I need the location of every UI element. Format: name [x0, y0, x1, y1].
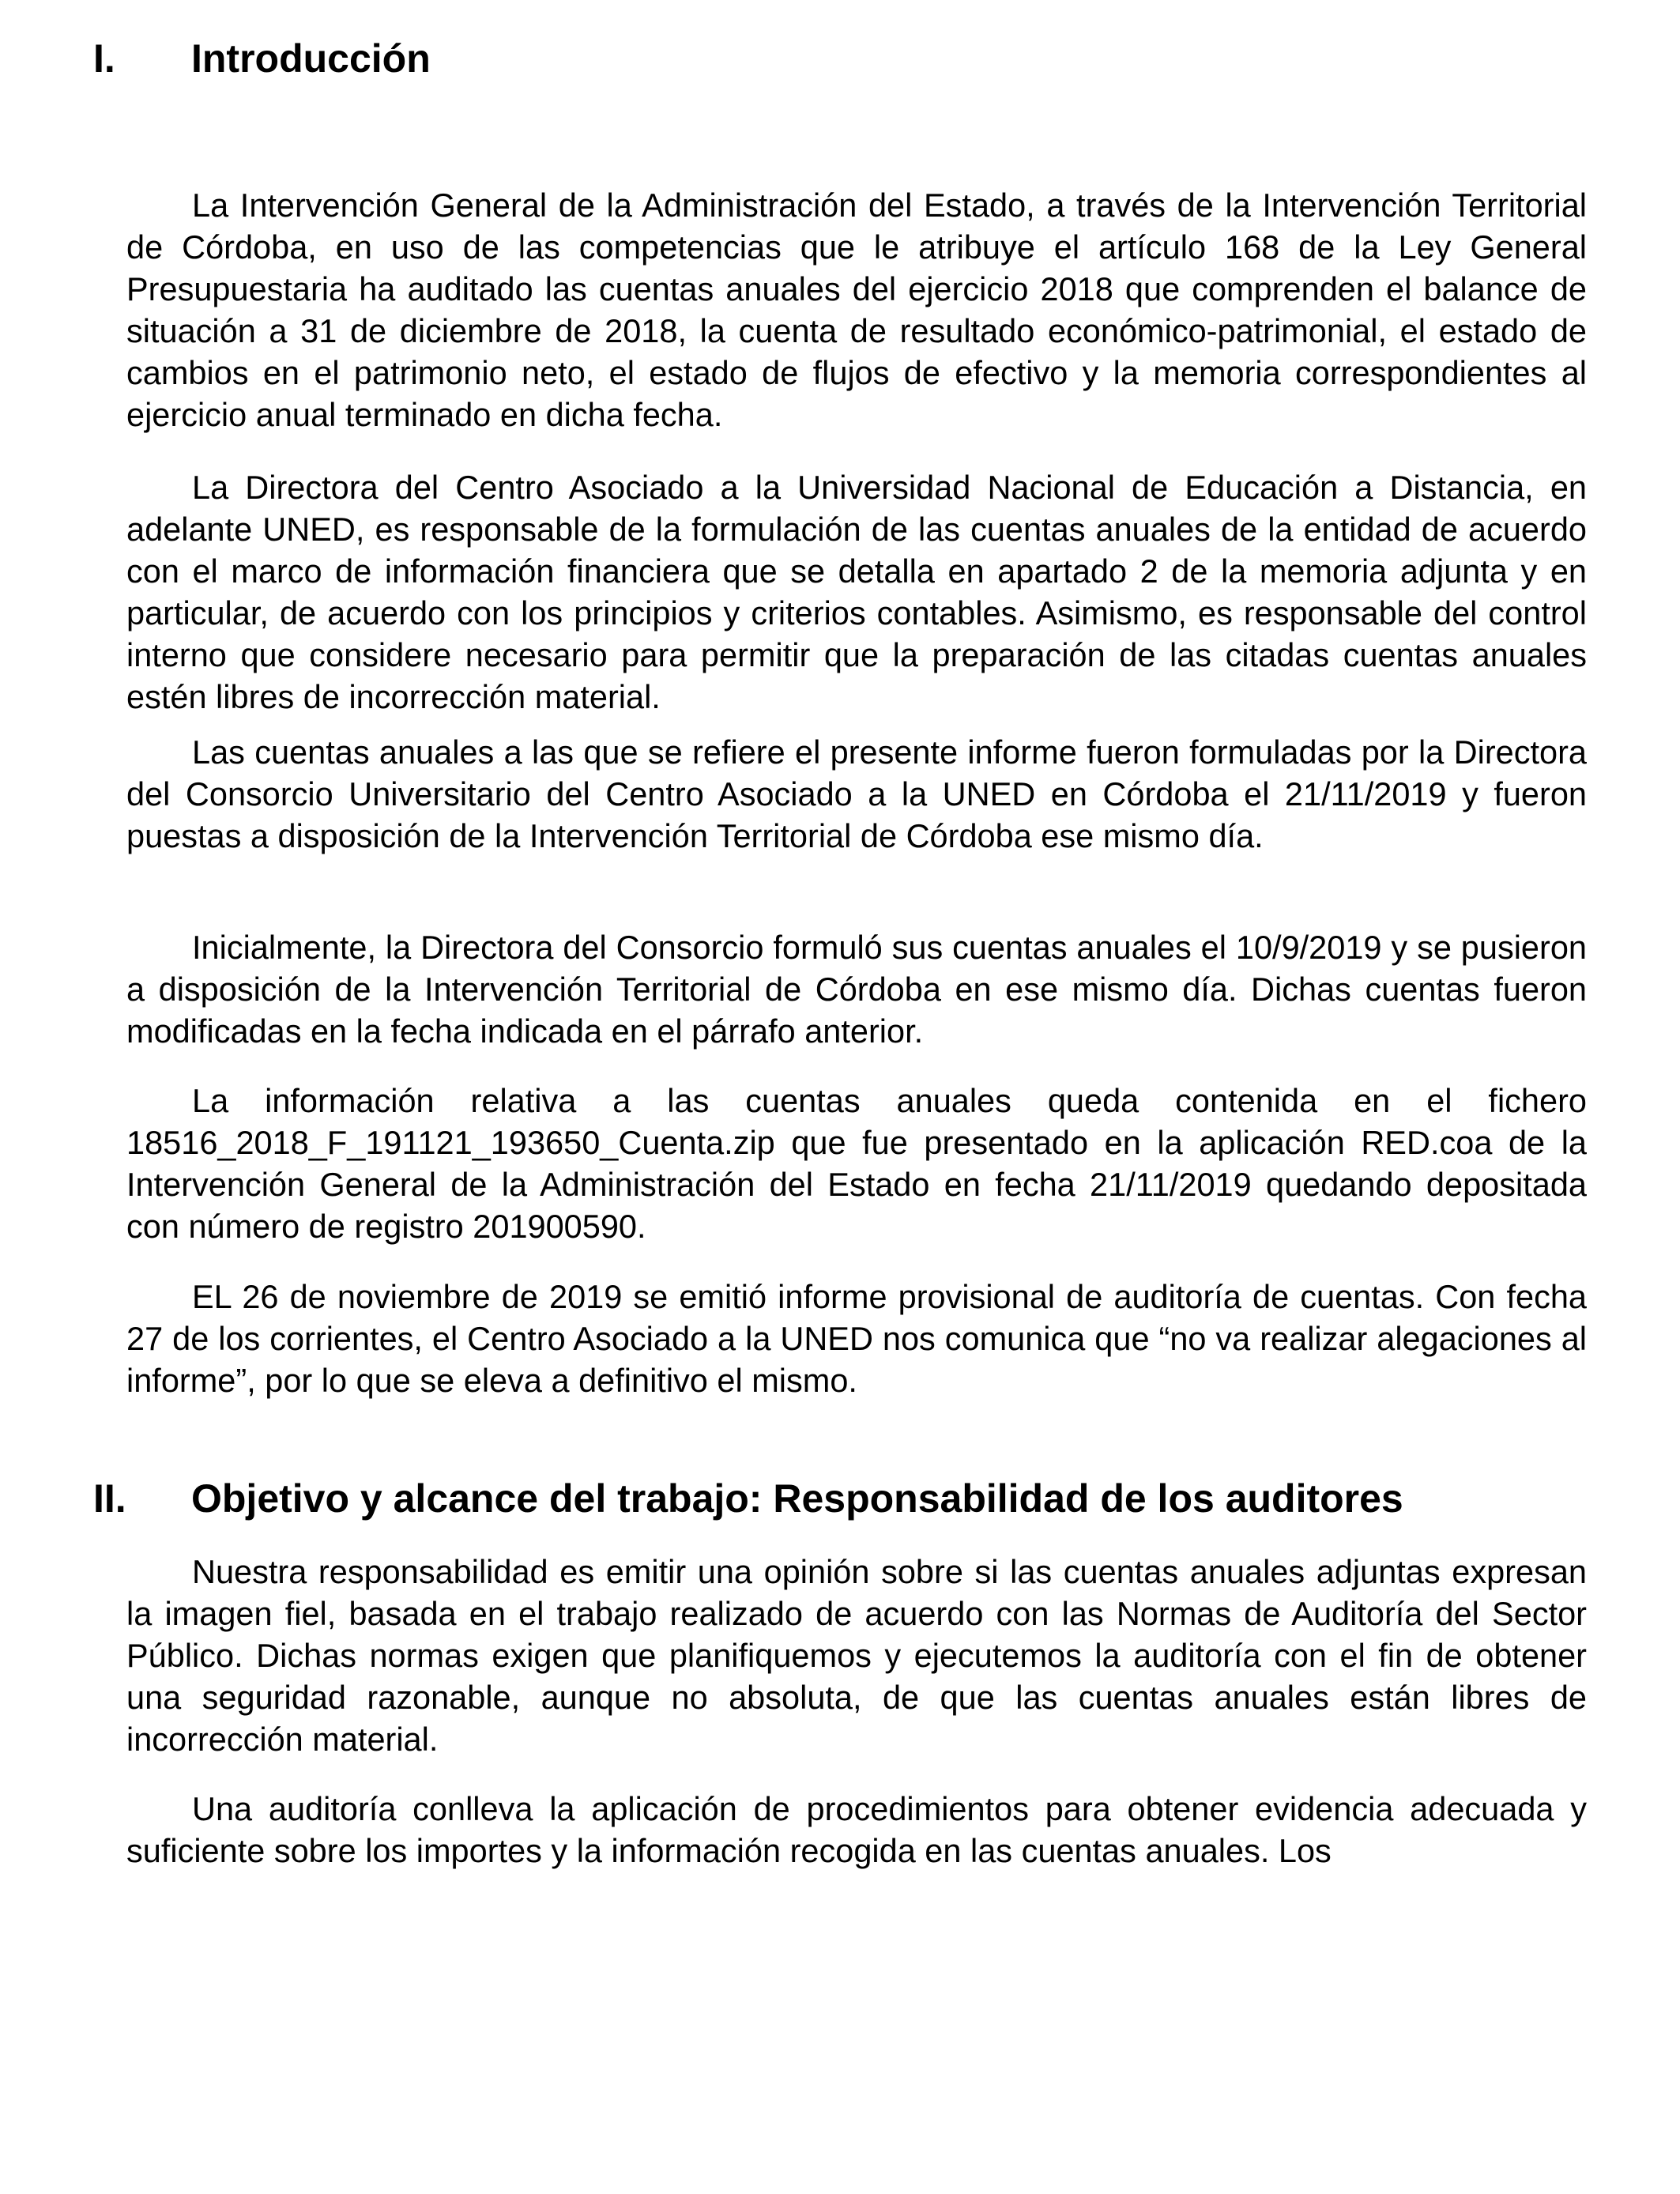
section-number: II.: [93, 1476, 126, 1521]
paragraph-formulacion-inicial: Inicialmente, la Directora del Consorcio formuló sus cuentas anuales el 10/9/2019 y se pusieron a disposición de la Intervención Territorial de Córdoba en ese mismo día. Dichas cuentas fueron modificadas en la fecha indicada en el párrafo anterior.: [126, 929, 1587, 1050]
paragraph-procedimientos-auditoria: Una auditoría conlleva la aplicación de procedimientos para obtener evidencia adecuada y suficiente sobre los importes y la información recogida en las cuentas anuales. Los: [126, 1790, 1587, 1869]
paragraph-cuentas-formuladas: Las cuentas anuales a las que se refiere el presente informe fueron formuladas por la Directora del Consorcio Universitario del Centro Asociado a la UNED en Córdoba el 21/11/2019 y fueron puestas a disposición de la Intervención Territorial de Córdoba ese mismo día.: [126, 733, 1587, 854]
paragraph-responsabilidad-auditores: Nuestra responsabilidad es emitir una opinión sobre si las cuentas anuales adjuntas expresan la imagen fiel, basada en el trabajo realizado de acuerdo con las Normas de Auditoría del Sector Público. Dichas normas exigen que planifiquemos y ejecutemos la auditoría con el fin de obtener una seguridad razonable, aunque no absoluta, de que las cuentas anuales están libres de incorrección material.: [126, 1553, 1587, 1758]
section-title: Introducción: [191, 36, 431, 81]
paragraph-informe-provisional: EL 26 de noviembre de 2019 se emitió informe provisional de auditoría de cuentas. Con fecha 27 de los corrientes, el Centro Asociado a la UNED nos comunica que “no va realizar alegaciones al informe”, por lo que se eleva a definitivo el mismo.: [126, 1278, 1587, 1399]
section-title: Objetivo y alcance del trabajo: Responsabilidad de los auditores: [191, 1476, 1403, 1521]
paragraph-fichero-cuentas: La información relativa a las cuentas anuales queda contenida en el fichero 18516_2018_F_191121_193650_Cuenta.zip que fue presentado en la aplicación RED.coa de la Intervención General de la Administración del Estado en fecha 21/11/2019 quedando depositada con número de registro 201900590.: [126, 1082, 1587, 1245]
paragraph-directora-responsable: La Directora del Centro Asociado a la Universidad Nacional de Educación a Distancia, en adelante UNED, es responsable de la formulación de las cuentas anuales de la entidad de acuerdo con el marco de información financiera que se detalla en apartado 2 de la memoria adjunta y en particular, de acuerdo con los principios y criterios contables. Asimismo, es responsable del control interno que considere necesario para permitir que la preparación de las citadas cuentas anuales estén libres de incorrección material.: [126, 469, 1587, 715]
paragraph-intervencion: La Intervención General de la Administración del Estado, a través de la Intervención Territorial de Córdoba, en uso de las competencias que le atribuye el artículo 168 de la Ley General Presupuestaria ha auditado las cuentas anuales del ejercicio 2018 que comprenden el balance de situación a 31 de diciembre de 2018, la cuenta de resultado económico-patrimonial, el estado de cambios en el patrimonio neto, el estado de flujos de efectivo y la memoria correspondientes al ejercicio anual terminado en dicha fecha.: [126, 187, 1587, 433]
section-number: I.: [93, 36, 115, 81]
